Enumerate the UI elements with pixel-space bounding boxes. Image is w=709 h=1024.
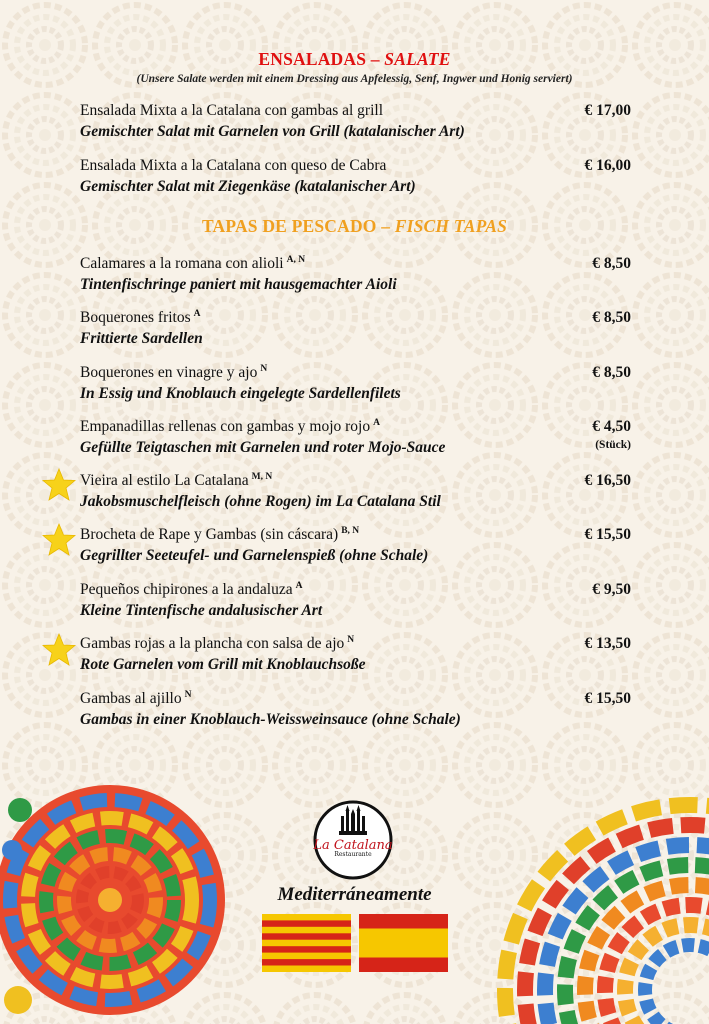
allergen-codes: N (184, 690, 192, 700)
item-name-es: Boquerones en vinagre y ajo (80, 364, 258, 381)
item-price: € 13,50 (584, 635, 631, 652)
item-price-unit: (Stück) (595, 439, 631, 451)
item-price: € 4,50 (592, 418, 631, 435)
logo-name: La Catalana (313, 838, 393, 853)
item-name-de: Frittierte Sardellen (80, 330, 203, 347)
menu-item (80, 524, 635, 566)
item-price: € 8,50 (592, 309, 631, 326)
star-icon (42, 468, 76, 502)
item-name-de: Gefüllte Teigtaschen mit Garnelen und roter Mojo-Sauce (80, 439, 446, 456)
fish-title-de: FISCH TAPAS (394, 216, 508, 236)
item-price: € 17,00 (584, 102, 631, 119)
salads-title-de: SALATE (384, 49, 451, 69)
item-name-es: Calamares a la romana con alioli (80, 255, 284, 272)
item-name-de: Gambas in einer Knoblauch-Weissweinsauce (ohne Schale) (80, 711, 461, 728)
item-name-es: Pequeños chipirones a la andaluza (80, 581, 293, 598)
menu-item (80, 253, 635, 295)
fish-heading (0, 216, 709, 237)
allergen-codes: M, N (251, 472, 273, 482)
star-icon (42, 633, 76, 667)
item-name-de: In Essig und Knoblauch eingelegte Sardellenfilets (80, 385, 401, 402)
allergen-codes: N (260, 364, 268, 374)
salads-title: ENSALADAS – (258, 49, 385, 69)
menu-item (80, 362, 635, 404)
menu-item (80, 579, 635, 621)
menu-item (80, 470, 635, 512)
item-name-es: Empanadillas rellenas con gambas y mojo rojo (80, 418, 371, 435)
logo-sub: Restaurante (334, 851, 372, 858)
item-name-es: Gambas al ajillo (80, 690, 182, 707)
item-name-es: Ensalada Mixta a la Catalana con gambas al grill (80, 102, 383, 119)
menu-item (80, 633, 635, 675)
menu-item (80, 688, 635, 730)
allergen-codes: N (347, 635, 355, 645)
allergen-codes: A (373, 418, 380, 428)
salads-heading (0, 49, 709, 70)
star-icon (42, 523, 76, 557)
menu-item (80, 100, 635, 142)
allergen-codes: A, N (286, 255, 306, 265)
menu-item (80, 155, 635, 197)
menu-item (80, 416, 635, 458)
item-price: € 16,50 (584, 472, 631, 489)
logo-wordmark (313, 838, 393, 858)
item-price: € 15,50 (584, 690, 631, 707)
item-name-de: Tintenfischringe paniert mit hausgemachter Aioli (80, 276, 397, 293)
allergen-codes: A (193, 309, 201, 319)
item-name-de: Gegrillter Seeteufel- und Garnelenspieß (ohne Schale) (80, 547, 429, 564)
item-name-es: Ensalada Mixta a la Catalana con queso de Cabra (80, 157, 387, 174)
item-name-es: Gambas rojas a la plancha con salsa de ajo (80, 635, 345, 652)
item-name-de: Gemischter Salat mit Garnelen von Grill (katalanischer Art) (80, 123, 465, 140)
slogan: Mediterráneamente (277, 884, 432, 905)
item-price: € 15,50 (584, 526, 631, 543)
item-name-es: Brocheta de Rape y Gambas (sin cáscara) (80, 526, 339, 543)
item-price: € 16,00 (584, 157, 631, 174)
salads-dressing-note: (Unsere Salate werden mit einem Dressing aus Apfelessig, Senf, Ingwer und Honig serviert) (136, 73, 573, 85)
item-name-es: Vieira al estilo La Catalana (80, 472, 249, 489)
item-name-de: Kleine Tintenfische andalusischer Art (80, 602, 323, 619)
item-price: € 8,50 (592, 364, 631, 381)
allergen-codes: B, N (341, 526, 360, 536)
catalan-flag-icon (262, 914, 351, 972)
spanish-flag-icon (359, 914, 448, 972)
item-price: € 8,50 (592, 255, 631, 272)
item-price: € 9,50 (592, 581, 631, 598)
item-name-de: Jakobsmuschelfleisch (ohne Rogen) im La Catalana Stil (80, 493, 441, 510)
item-name-es: Boquerones fritos (80, 309, 191, 326)
allergen-codes: A (295, 581, 303, 591)
menu-item (80, 307, 635, 349)
fish-title: TAPAS DE PESCADO – (201, 216, 395, 236)
item-name-de: Rote Garnelen vom Grill mit Knoblauchsoße (80, 656, 366, 673)
item-name-de: Gemischter Salat mit Ziegenkäse (katalanischer Art) (80, 178, 416, 195)
